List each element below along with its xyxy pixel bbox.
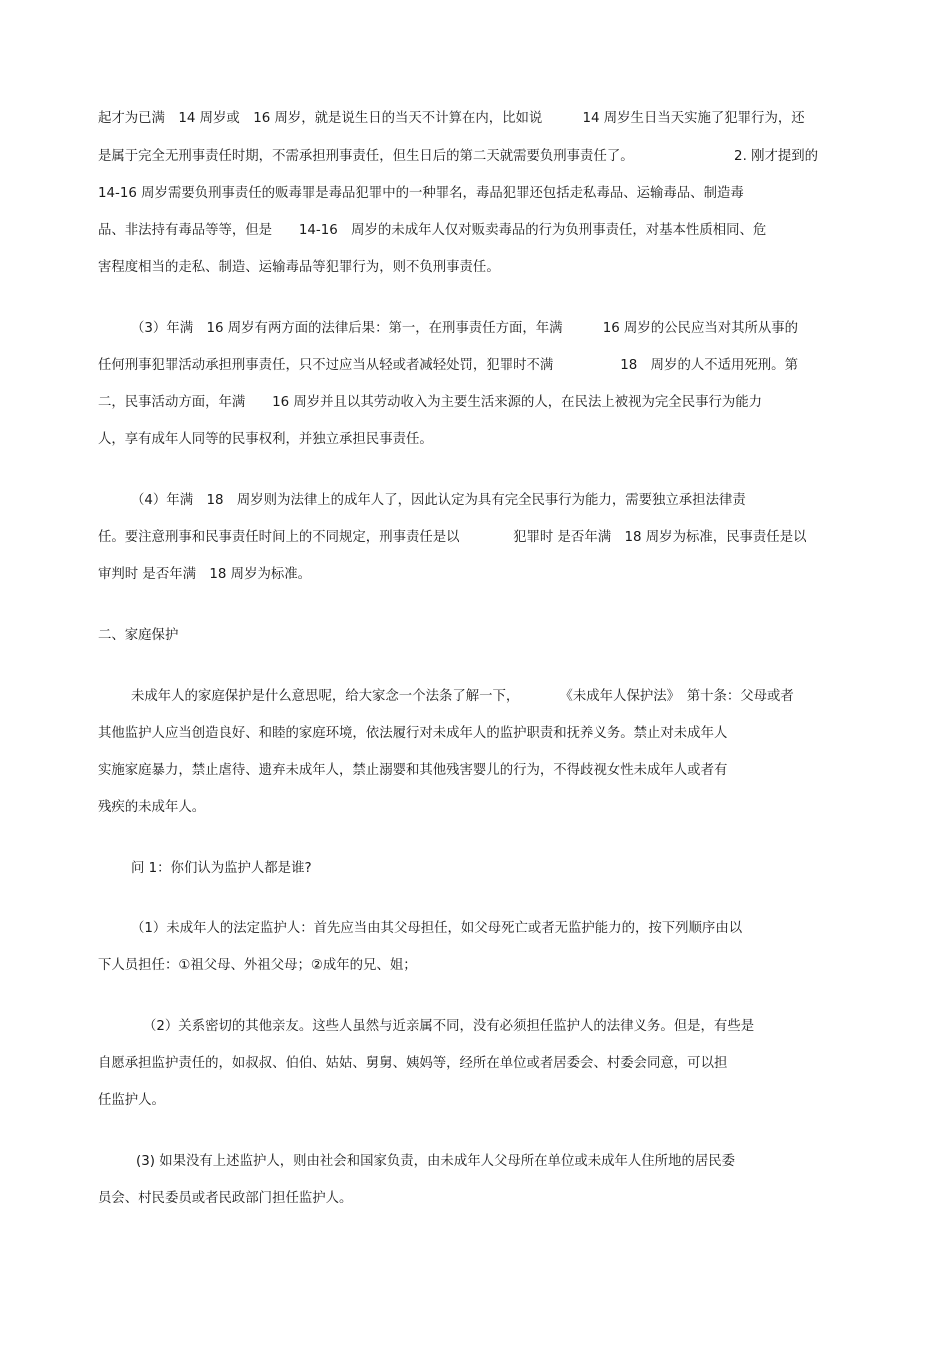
text-line: 未成年人的家庭保护是什么意思呢，给大家念一个法条了解一下， 《未成年人保护法》 第十条：父母或者 — [131, 689, 794, 704]
text-line: 14-16 周岁需要负刑事责任的贩毒罪是毒品犯罪中的一种罪名，毒品犯罪还包括走私毒品、运输毒品、制造毒 — [98, 186, 744, 201]
text-line: 起才为已满 14 周岁或 16 周岁，就是说生日的当天不计算在内，比如说 14 周岁生日当天实施了犯罪行为，还 — [98, 111, 805, 126]
text-line: 自愿承担监护责任的，如叔叔、伯伯、姑姑、舅舅、姨妈等，经所在单位或者居委会、村委会同意，可以担 — [98, 1056, 728, 1071]
text-line: 审判时 是否年满 18 周岁为标准。 — [98, 567, 312, 582]
text-line: 二，民事活动方面，年满 16 周岁并且以其劳动收入为主要生活来源的人，在民法上被视为完全民事行为能力 — [98, 395, 763, 410]
text-line: 任监护人。 — [98, 1093, 165, 1108]
text-line: 任。要注意刑事和民事责任时间上的不同规定，刑事责任是以 犯罪时 是否年满 18 周岁为标准，民事责任是以 — [98, 530, 807, 545]
question-line: 问 1：你们认为监护人都是谁? — [131, 861, 312, 876]
text-line: （2）关系密切的其他亲友。这些人虽然与近亲属不同，没有必须担任监护人的法律义务。但是，有些是 — [143, 1019, 755, 1034]
text-line: （4）年满 18 周岁则为法律上的成年人了，因此认定为具有完全民事行为能力，需要独立承担法律责 — [131, 493, 746, 508]
text-line: 下人员担任：①祖父母、外祖父母；②成年的兄、姐； — [98, 958, 417, 973]
section-heading: 二、家庭保护 — [98, 628, 179, 643]
text-line: （3）年满 16 周岁有两方面的法律后果：第一，在刑事责任方面，年满 16 周岁的公民应当对其所从事的 — [131, 321, 799, 336]
text-line: 品、非法持有毒品等等，但是 14-16 周岁的未成年人仅对贩卖毒品的行为负刑事责任，对基本性质相同、危 — [98, 223, 767, 238]
text-line: 其他监护人应当创造良好、和睦的家庭环境，依法履行对未成年人的监护职责和抚养义务。禁止对未成年人 — [98, 726, 728, 741]
text-line: 人，享有成年人同等的民事权利，并独立承担民事责任。 — [98, 432, 433, 447]
text-line: 实施家庭暴力，禁止虐待、遗弃未成年人，禁止溺婴和其他残害婴儿的行为，不得歧视女性未成年人或者有 — [98, 763, 728, 778]
text-line: 员会、村民委员或者民政部门担任监护人。 — [98, 1191, 353, 1206]
text-line: 害程度相当的走私、制造、运输毒品等犯罪行为，则不负刑事责任。 — [98, 260, 500, 275]
text-line: (3) 如果没有上述监护人，则由社会和国家负责，由未成年人父母所在单位或未成年人住所地的居民委 — [136, 1154, 736, 1169]
text-line: 任何刑事犯罪活动承担刑事责任，只不过应当从轻或者减轻处罚，犯罪时不满 18 周岁的人不适用死刑。第 — [98, 358, 798, 373]
text-line: 是属于完全无刑事责任时期，不需承担刑事责任，但生日后的第二天就需要负刑事责任了。 2. 刚才提到的 — [98, 149, 819, 164]
text-line: （1）未成年人的法定监护人：首先应当由其父母担任，如父母死亡或者无监护能力的，按下列顺序由以 — [131, 921, 743, 936]
text-line: 残疾的未成年人。 — [98, 800, 206, 815]
